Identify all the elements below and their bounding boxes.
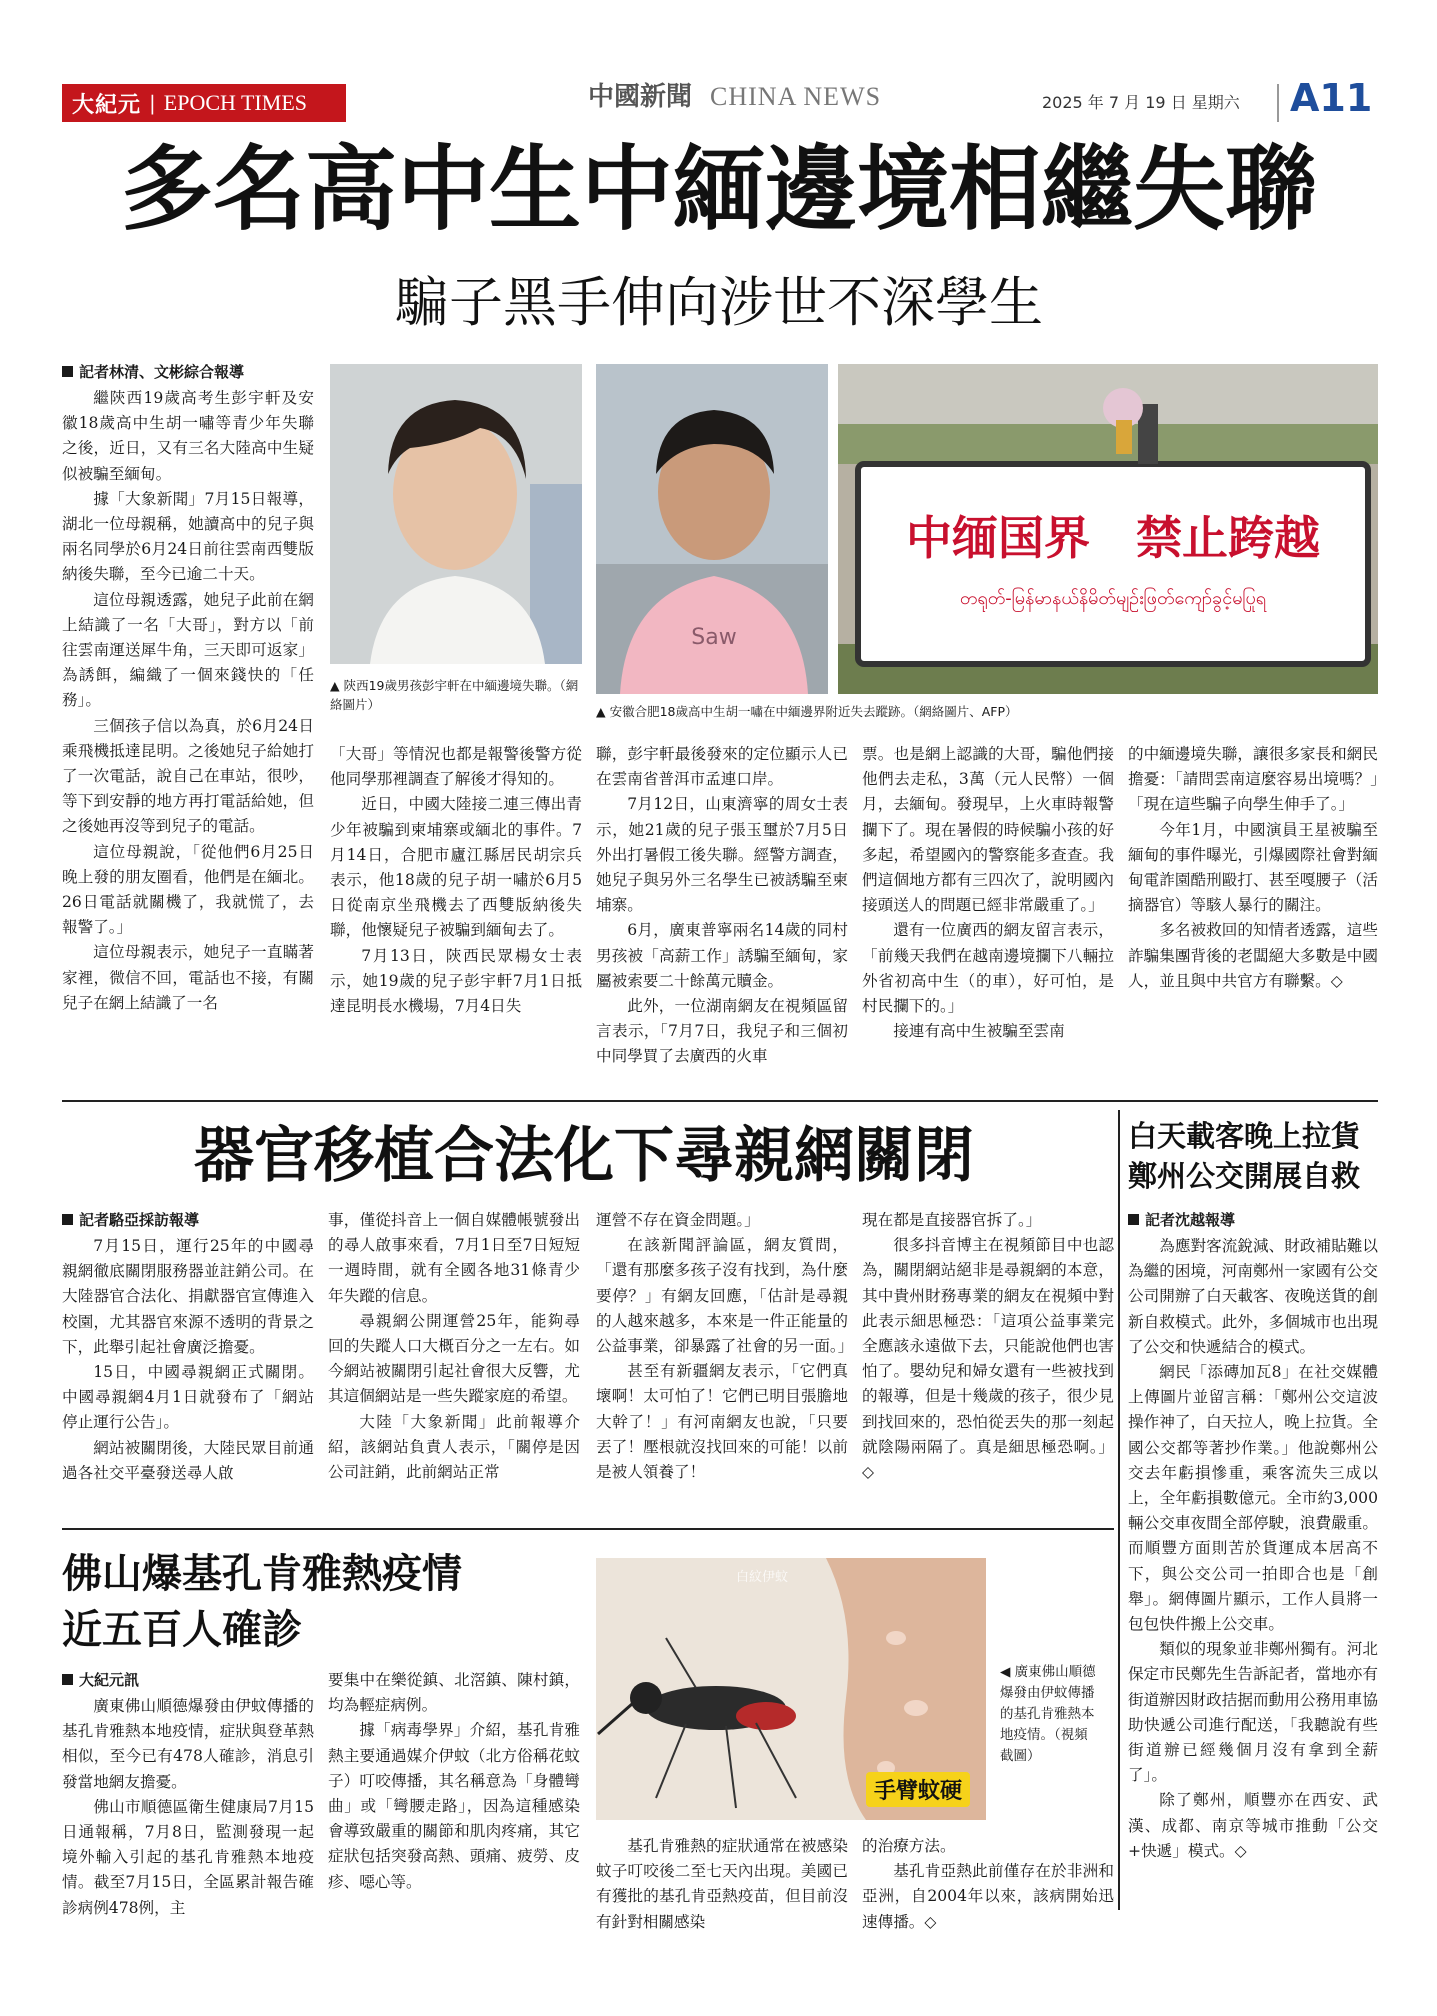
organ-col2-para: 事，僅從抖音上一個自媒體帳號發出的尋人啟事來看，7月1日至7日短短一週時間，就有全國各地31條青少年失蹤的信息。	[328, 1211, 580, 1305]
organ-col3-para: 運營不存在資金問題。」	[596, 1211, 760, 1229]
bus-column	[1128, 1234, 1378, 1904]
organ-byline-text: 記者駱亞採訪報導	[79, 1211, 200, 1229]
bus-byline	[1128, 1208, 1378, 1233]
fever-column-4	[862, 1834, 1114, 1931]
section-title-cn: 中國新聞	[588, 82, 693, 112]
lead-bottom-rule	[62, 1100, 1378, 1102]
lead-col4-para: 接連有高中生被騙至雲南	[893, 1022, 1065, 1041]
lead-col4-para: 票。也是網上認識的大哥，騙他們接他們去走私，3萬（元人民幣）一個月，去緬甸。發現早，上火車時報警攔下了。現在暑假的時候騙小孩的好多起，希望國內的警察能多查查。我們這個地方都有三四次了，說明國內接頭送人的問題已經非常嚴重了。」	[862, 745, 1114, 915]
byline-marker	[1128, 1214, 1139, 1225]
organ-col1-para: 15日，中國尋親網正式關閉。中國尋親網4月1日就發布了「網站停止運行公告」。	[62, 1363, 314, 1432]
organ-column-1	[62, 1234, 314, 1514]
organ-col1-para: 7月15日，運行25年的中國尋親網徹底關閉服務器並註銷公司。在大陸器官合法化、捐獻器官宣傳進入校園，尤其器官來源不透明的背景之下，此舉引起社會廣泛擔憂。	[62, 1237, 314, 1356]
lead-column-3	[596, 742, 848, 1092]
logo-en: EPOCH TIMES	[163, 90, 307, 115]
fever-col4-para: 基孔肯亞熱此前僅存在於非洲和亞洲，自2004年以來，該病開始迅速傳播。◇	[862, 1862, 1114, 1931]
organ-bottom-rule	[62, 1528, 1114, 1530]
lead-col3-para: 7月12日，山東濟寧的周女士表示，她21歲的兒子張玉璽於7月5日外出打暑假工後失聯。經警方調查，她兒子與另外三名學生已被誘騙至柬埔寨。	[596, 795, 848, 915]
bus-headline-line1: 白天載客晚上拉貨	[1128, 1119, 1361, 1153]
organ-column-2	[328, 1208, 580, 1514]
portrait-boy-2	[596, 364, 828, 694]
organ-col3-para: 在該新聞評論區，網友質問，「還有那麼多孩子沒有找到，為什麼要停？」有網友回應，「估計是尋親的人越來越多，本來是一件正能量的公益事業，卻暴露了社會的另一面。」	[596, 1236, 854, 1356]
lead-col2-para: 近日，中國大陸接二連三傳出青少年被騙到柬埔寨或緬北的事件。7月14日，合肥市廬江縣居民胡宗兵表示，他18歲的兒子胡一嘯於6月5日從南京坐飛機去了西雙版納後失聯，他懷疑兒子被騙到緬甸去了。	[330, 795, 582, 940]
organ-byline	[62, 1208, 314, 1233]
lead-col1-para: 這位母親說，「從他們6月25日晚上發的朋友圈看，他們是在緬北。26日電話就關機了，我就慌了，去報警了。」	[62, 842, 314, 937]
lead-col3-para: 此外，一位湖南網友在視頻區留言表示，「7月7日，我兒子和三個初中同學買了去廣西的火車	[596, 997, 848, 1066]
organ-col4-para: 現在都是直接器官拆了。」	[862, 1211, 1042, 1229]
portrait-boy-1	[330, 364, 582, 664]
organ-column-3	[596, 1208, 854, 1514]
byline-marker	[62, 366, 73, 377]
fever-byline	[62, 1668, 314, 1693]
fever-headline-line2: 近五百人確診	[62, 1607, 302, 1653]
fever-column-3	[596, 1834, 848, 1931]
organ-col2-para: 大陸「大象新聞」此前報導介紹，該網站負責人表示，「關停是因公司註銷，此前網站正常	[328, 1412, 580, 1482]
lead-column-1	[62, 386, 314, 1092]
byline-marker	[62, 1674, 73, 1685]
organ-headline: 器官移植合法化下尋親網關閉	[194, 1121, 974, 1191]
fever-col1-para: 廣東佛山順德爆發由伊蚊傳播的基孔肯雅熱本地疫情，症狀與登革熱相似，至今已有478人確診，消息引發當地網友擔憂。	[62, 1697, 314, 1791]
photo-mosquito	[596, 1558, 986, 1820]
issue-date: 2025 年 7 月 19 日 星期六	[1042, 93, 1240, 112]
lead-col5-para: 的中緬邊境失聯，讓很多家長和網民擔憂：「請問雲南這麼容易出境嗎？」「現在這些騙子向學生伸手了。」	[1128, 745, 1378, 814]
photo1-caption: ▲ 陝西19歲男孩彭宇軒在中緬邊境失聯。（網絡圖片）	[330, 678, 579, 712]
fever-col4-para: 的治療方法。	[862, 1837, 956, 1855]
lead-col1-para: 三個孩子信以為真，於6月24日乘飛機抵達昆明。之後她兒子給她打了一次電話，說自己在車站，很吵，等下到安靜的地方再打電話給她，但之後她再沒等到兒子的電話。	[62, 716, 314, 836]
lead-col3-para: 6月，廣東普寧兩名14歲的同村男孩被「高薪工作」誘騙至緬甸，家屬被索要二十餘萬元贖金。	[596, 921, 848, 990]
bus-para: 類似的現象並非鄭州獨有。河北保定市民鄭先生告訴記者，當地亦有街道辦因財政拮据而動用公務用車協助快遞公司進行配送，「我聽說有些街道辦已經幾個月沒有拿到全薪了」。	[1128, 1640, 1378, 1785]
lead-col2-para: 「大哥」等情況也都是報警後警方從他同學那裡調查了解後才得知的。	[330, 745, 582, 789]
photo-hu-yixiao	[596, 364, 828, 694]
lead-col5-para: 多名被救回的知情者透露，這些詐騙集團背後的老闆絕大多數是中國人，並且與中共官方有聯繫。◇	[1128, 921, 1378, 990]
lead-col1-para: 據「大象新聞」7月15日報導，湖北一位母親稱，她讀高中的兒子與兩名同學於6月24日前往雲南西雙版納後失聯，至今已逾二十天。	[62, 489, 314, 584]
page-number: A11	[1290, 76, 1373, 120]
lead-column-5	[1128, 742, 1378, 1092]
byline-marker	[62, 1214, 73, 1225]
mosquito-label-top: 白紋伊蚊	[736, 1570, 789, 1585]
sign-text-my: တရုတ်-မြန်မာနယ်နိမိတ်မျဉ်းဖြတ်ကျော်ခွင့်မပြုရ	[959, 588, 1267, 609]
svg-text:Saw: Saw	[691, 625, 737, 650]
photo-border-sign	[838, 364, 1378, 694]
organ-col3-para: 甚至有新疆網友表示，「它們真壞啊！太可怕了！它們已明目張膽地大幹了！」有河南網友也說，「只要丟了！壓根就沒找回來的可能！以前是被人領養了！	[596, 1362, 848, 1482]
lead-col1-para: 這位母親透露，她兒子此前在網上結識了一名「大哥」，對方以「前往雲南運送犀牛角，三天即可返家」為誘餌，編織了一個來錢快的「任務」。	[62, 590, 314, 710]
section-header	[588, 76, 881, 116]
lead-subheadline: 騙子黑手伸向涉世不深學生	[395, 271, 1043, 334]
organ-col2-para: 尋親網公開運營25年，能夠尋回的失蹤人口大概百分之一左右。如今網站被關閉引起社會很大反響，尤其這個網站是一些失蹤家庭的希望。	[328, 1311, 580, 1406]
lead-col3-para: 聯，彭宇軒最後發來的定位顯示人已在雲南省普洱市孟連口岸。	[596, 745, 848, 789]
masthead-logo	[62, 84, 346, 122]
photo-peng-yuxuan	[330, 364, 582, 664]
lead-byline	[62, 360, 314, 385]
sign-text-cn: 中缅国界 禁止跨越	[906, 511, 1320, 565]
mosquito-label-bottom: 手臂蚊硬	[866, 1772, 970, 1807]
fever-col1-para: 佛山市順德區衛生健康局7月15日通報稱，7月8日，監測發現一起境外輸入引起的基孔肯雅熱本地疫情。截至7月15日，全區累計報告確診病例478例，主	[62, 1797, 314, 1917]
lead-col1-para: 這位母親表示，她兒子一直瞞著家裡，微信不回，電話也不接，有關兒子在網上結識了一名	[62, 943, 314, 1012]
bus-para: 網民「添磚加瓦8」在社交媒體上傳圖片並留言稱：「鄭州公交這波操作神了，白天拉人，晚上拉貨。全國公交都等著抄作業。」他說鄭州公交去年虧損慘重，乘客流失三成以上，全年虧損數億元。全市約3,000輛公交車夜間全部停駛，浪費嚴重。而順豐方面則苦於貨運成本居高不下，與公交公司一拍即合也是「創舉」。網傳圖片顯示，工作人員將一包包快件搬上公交車。	[1128, 1363, 1378, 1634]
photo2-caption: ▲ 安徽合肥18歲高中生胡一嘯在中緬邊界附近失去蹤跡。（網絡圖片、AFP）	[596, 704, 1018, 719]
lead-byline-text: 記者林清、文彬綜合報導	[79, 363, 245, 381]
bus-byline-text: 記者沈越報導	[1145, 1211, 1236, 1229]
lead-col2-para: 7月13日，陝西民眾楊女士表示，她19歲的兒子彭宇軒7月1日抵達昆明長水機場，7月4日失	[330, 946, 582, 1016]
lead-col4-para: 還有一位廣西的網友留言表示，「前幾天我們在越南邊境攔下八輛拉外省初高中生（的車），好可怕，是村民攔下的。」	[862, 921, 1114, 1016]
lead-col5-para: 今年1月，中國演員王星被騙至緬甸的事件曝光，引爆國際社會對緬甸電詐園酷刑毆打、甚至嘎腰子（活摘器官）等駭人暴行的關注。	[1128, 820, 1378, 915]
bus-para: 除了鄭州，順豐亦在西安、武漢、成都、南京等城市推動「公交+快遞」模式。◇	[1128, 1791, 1378, 1860]
fever-column-2	[328, 1668, 580, 1910]
lead-column-2	[330, 742, 582, 1092]
mosquito-caption: ◀ 廣東佛山順德爆發由伊蚊傳播的基孔肯雅熱本地疫情。（視頻截圖）	[1000, 1664, 1096, 1764]
fever-col2-para: 據「病毒學界」介紹，基孔肯雅熱主要通過媒介伊蚊（北方俗稱花蚊子）叮咬傳播，其名稱意為「身體彎曲」或「彎腰走路」，因為這種感染會導致嚴重的關節和肌肉疼痛，其它症狀包括突發高熱、頭痛、疲勞、皮疹、噁心等。	[328, 1721, 580, 1891]
header-separator	[1277, 84, 1279, 122]
bus-headline-line2: 鄭州公交開展自救	[1128, 1159, 1361, 1193]
lead-headline: 多名高中生中緬邊境相繼失聯	[120, 136, 1317, 243]
section-title-en: CHINA NEWS	[710, 82, 882, 111]
bus-headline	[1128, 1116, 1378, 1196]
bus-left-rule	[1118, 1110, 1120, 1910]
organ-column-4	[862, 1208, 1114, 1514]
fever-col2-para: 要集中在樂從鎮、北滘鎮、陳村鎮，均為輕症病例。	[328, 1671, 580, 1715]
fever-byline-text: 大紀元訊	[79, 1671, 140, 1689]
lead-col1-para: 繼陝西19歲高考生彭宇軒及安徽18歲高中生胡一嘯等青少年失聯之後，近日，又有三名大陸高中生疑似被騙至緬甸。	[62, 389, 314, 483]
lead-column-4	[862, 742, 1114, 1092]
fever-col3-para: 基孔肯雅熱的症狀通常在被感染蚊子叮咬後二至七天內出現。美國已有獲批的基孔肯亞熱疫苗，但目前沒有針對相關感染	[596, 1837, 848, 1931]
fever-headline-line1: 佛山爆基孔肯雅熱疫情	[62, 1551, 462, 1597]
fever-column-1	[62, 1694, 314, 1917]
logo-cn: 大紀元	[72, 92, 142, 118]
fever-headline	[62, 1546, 582, 1658]
logo-divider: |	[149, 91, 156, 115]
bus-para: 為應對客流銳減、財政補貼難以為繼的困境，河南鄭州一家國有公交公司開辦了白天載客、夜晚送貨的創新自救模式。此外，多個城市也出現了公交和快遞結合的模式。	[1128, 1237, 1378, 1356]
organ-col4-para: 很多抖音博主在視頻節目中也認為，關閉網站絕非是尋親網的本意，其中貴州財務專業的網友在視頻中對此表示細思極恐：「這項公益事業完全應該永遠做下去，只能說他們也害怕了。嬰幼兒和婦女還有一些被找到的報導，但是十幾歲的孩子，很少見到找回來的，恐怕從丟失的那一刻起就陰陽兩隔了。真是細思極恐啊。」◇	[862, 1236, 1114, 1482]
organ-col1-para: 網站被關閉後，大陸民眾目前通過各社交平臺發送尋人啟	[62, 1438, 314, 1482]
